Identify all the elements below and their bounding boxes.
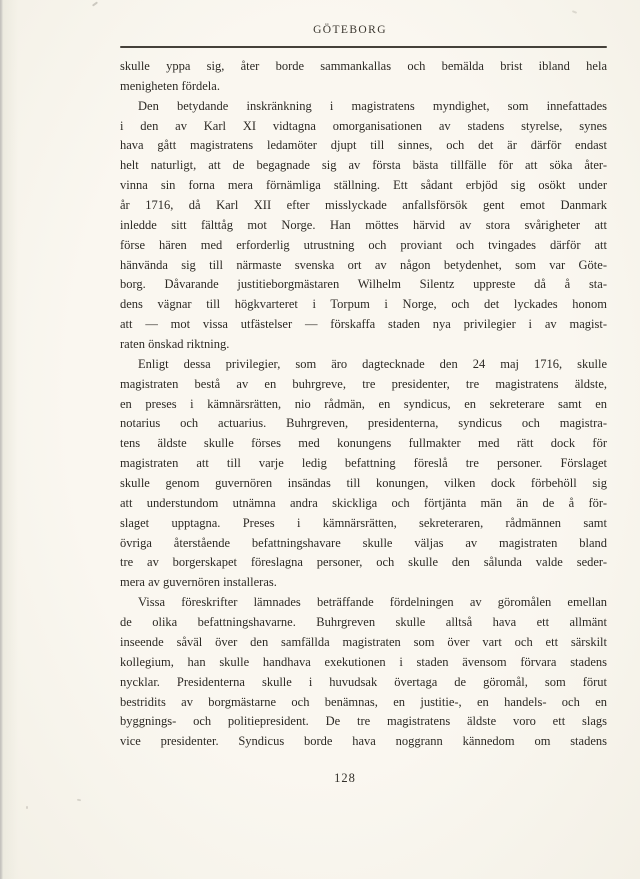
text-line: magistraten att till varje ledig befattning föreslå tre personer. Förslaget <box>120 456 607 471</box>
running-header: GÖTEBORG <box>313 24 387 36</box>
text-line: att — mot vissa utfästelser — förskaffa staden nya privilegier i av magist- <box>120 317 607 332</box>
text-line: kollegium, han skulle handhava exekutionen i staden ävensom förvara stadens <box>120 654 607 669</box>
text-line: förse hären med erforderlig utrustning och proviant och tvingades därför att <box>120 237 607 252</box>
text-line: magistraten bestå av en buhrgreve, tre presidenter, tre magistratens äldste, <box>120 376 607 391</box>
page-number: 128 <box>334 771 356 785</box>
text-line: inledde sitt fälttåg mot Norge. Han möttes härvid av stora svårigheter att <box>120 217 607 232</box>
text-line: vice presidenter. Syndicus borde hava noggrann kännedom om stadens <box>120 734 607 749</box>
text-line: dens vägnar till högkvarteret i Torpum i Norge, och det lyckades honom <box>120 297 607 312</box>
text-line: de olika befattningshavarne. Buhrgreven skulle alltså hava ett allmänt <box>120 615 607 630</box>
text-line: en preses i kämnärsrätten, nio rådmän, en syndicus, en sekreterare samt en <box>120 396 607 411</box>
text-line: inseende såväl över den samfällda magistraten som över vart och ett särskilt <box>120 634 607 649</box>
header-rule <box>120 46 607 48</box>
scan-speck <box>532 141 535 144</box>
text-line: byggnings- och politiepresident. De tre magistratens äldste voro ett slags <box>120 714 607 729</box>
text-line: hänvända sig till närmaste svenska ort av någon betydenhet, som var Göte- <box>120 257 607 272</box>
text-line: att understundom utnämna andra skickliga och förtjänta män än de å för- <box>120 495 607 510</box>
text-line: nycklar. Presidenterna skulle i huvudsak övertaga de göromål, som förut <box>120 674 607 689</box>
scan-speck <box>77 799 81 802</box>
text-line: tens äldste skulle förses med konungens fullmakter med rätt dock för <box>120 436 607 451</box>
text-line: helt naturligt, att de begagnade sig av första bästa tillfälle för att söka åter- <box>120 158 607 173</box>
text-line: övriga återstående befattningshavare skulle väljas av magistraten bland <box>120 535 607 550</box>
text-line: skulle genom guvernören insändas till konungen, vilken dock förbehöll sig <box>120 476 607 491</box>
text-line: notarius och actuarius. Buhrgreven, presidenterna, syndicus och magistra- <box>120 416 607 431</box>
text-line: menigheten fördela. <box>120 78 220 93</box>
text-line: Vissa föreskrifter lämnades beträffande fördelningen av göromålen emellan <box>138 595 607 610</box>
text-line: Den betydande inskränkning i magistratens myndighet, som innefattades <box>138 98 607 113</box>
scan-speck <box>26 806 28 809</box>
text-line: tre av borgerskapet föreslagna personer, och skulle den sålunda valde seder- <box>120 555 607 570</box>
text-block <box>120 57 607 752</box>
text-line: i den av Karl XI vidtagna omorganisationen av stadens styrelse, synes <box>120 118 607 133</box>
text-line: slaget upptagna. Preses i kämnärsrätten, sekreteraren, rådmännen samt <box>120 515 607 530</box>
text-line: raten önskad riktning. <box>120 337 230 352</box>
text-line: år 1716, då Karl XII efter misslyckade anfallsförsök gent emot Danmark <box>120 198 607 213</box>
text-line: bestridits av borgmästarne och benämnas, en justitie-, en handels- och en <box>120 694 607 709</box>
scan-speck <box>572 10 577 14</box>
text-line: skulle yppa sig, åter borde sammankallas och bemälda brist ibland hela <box>120 59 607 73</box>
text-line: borg. Dåvarande justitieborgmästaren Wilhelm Silentz uppreste då å sta- <box>120 277 607 292</box>
text-line: mera av guvernören installeras. <box>120 575 277 590</box>
text-line: Enligt dessa privilegier, som äro dagtecknade den 24 maj 1716, skulle <box>138 356 607 371</box>
text-line: hava gått magistratens ledamöter djupt till sinnes, och det är därför endast <box>120 138 607 153</box>
text-line: vinna sin forna mera förnämliga ställning. Ett sådant erbjöd sig osökt under <box>120 178 607 193</box>
scan-edge-shadow <box>0 0 3 879</box>
scan-speck <box>92 1 98 6</box>
